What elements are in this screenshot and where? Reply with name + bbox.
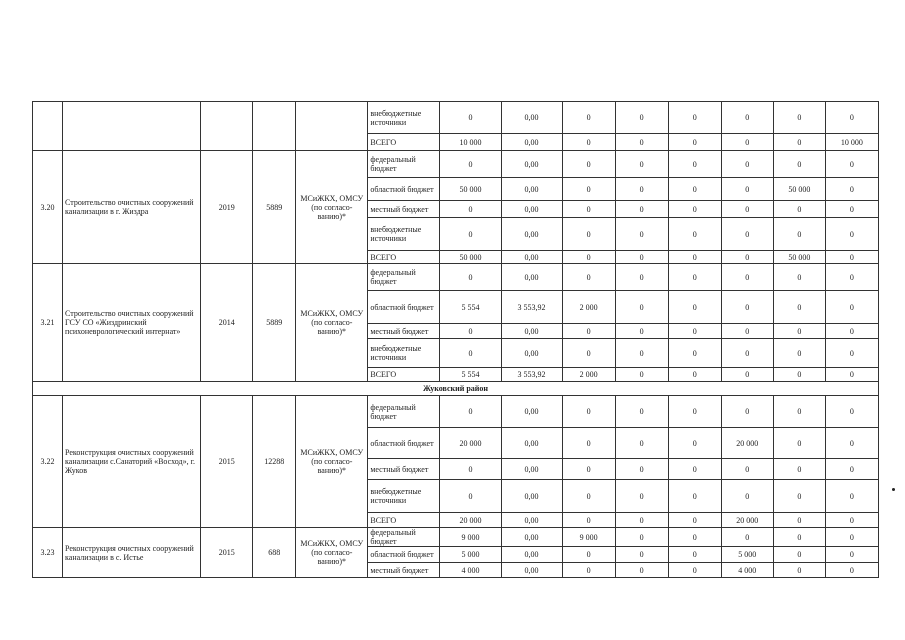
funding-value-cell: 0 xyxy=(562,563,615,578)
funding-value-cell: 2 000 xyxy=(562,291,615,324)
funding-value-cell: 0 xyxy=(562,251,615,264)
funding-value-cell: 0 xyxy=(615,102,668,134)
funding-value-cell: 5 554 xyxy=(440,291,501,324)
funding-value-cell: 0 xyxy=(562,459,615,480)
funding-value-cell: 0 xyxy=(668,178,721,201)
funding-value-cell: 0 xyxy=(615,396,668,428)
funding-value-cell: 0 xyxy=(825,563,878,578)
funding-value-cell: 0 xyxy=(615,428,668,459)
funding-value-cell: 0 xyxy=(615,368,668,382)
funding-value-cell: 0,00 xyxy=(501,396,562,428)
funding-value-cell: 0 xyxy=(773,339,825,368)
funding-value-cell: 0 xyxy=(721,201,773,218)
funding-value-cell: 0 xyxy=(825,459,878,480)
funding-value-cell: 0 xyxy=(562,178,615,201)
item-amount-cell: 12288 xyxy=(253,396,296,528)
funding-value-cell: 0 xyxy=(562,513,615,528)
funding-value-cell: 0 xyxy=(721,151,773,178)
item-name-cell: Строительство очистных сооружений ГСУ СО «Жиздринский психоневрологический интернат» xyxy=(63,264,201,382)
funding-value-cell: 0,00 xyxy=(501,102,562,134)
funding-value-cell: 0 xyxy=(668,324,721,339)
funding-value-cell: 0 xyxy=(668,528,721,547)
scan-dot xyxy=(892,488,895,491)
funding-value-cell: 0 xyxy=(825,480,878,513)
funding-value-cell: 0 xyxy=(721,528,773,547)
funding-row xyxy=(33,528,879,547)
funding-value-cell: 0 xyxy=(825,528,878,547)
funding-value-cell: 10 000 xyxy=(825,134,878,151)
item-year-cell xyxy=(201,102,253,151)
funding-value-cell: 0 xyxy=(773,291,825,324)
item-number-cell: 3.22 xyxy=(33,396,63,528)
funding-value-cell: 0 xyxy=(773,528,825,547)
funding-value-cell: 0 xyxy=(562,396,615,428)
funding-value-cell: 4 000 xyxy=(721,563,773,578)
item-executor-cell: МСиЖКХ, ОМСУ (по согласо-ванию)* xyxy=(296,528,368,578)
item-name-cell xyxy=(63,102,201,151)
funding-value-cell: 0 xyxy=(615,178,668,201)
item-number-cell: 3.21 xyxy=(33,264,63,382)
funding-value-cell: 0 xyxy=(773,396,825,428)
region-header-row xyxy=(33,382,879,396)
funding-value-cell: 0 xyxy=(773,547,825,563)
item-number-cell: 3.20 xyxy=(33,151,63,264)
funding-value-cell: 0 xyxy=(668,428,721,459)
funding-value-cell: 4 000 xyxy=(440,563,501,578)
funding-value-cell: 0,00 xyxy=(501,480,562,513)
funding-source-cell: внебюджетные источники xyxy=(368,480,440,513)
funding-value-cell: 2 000 xyxy=(562,368,615,382)
funding-value-cell: 0 xyxy=(773,201,825,218)
funding-value-cell: 10 000 xyxy=(440,134,501,151)
funding-value-cell: 0,00 xyxy=(501,134,562,151)
funding-value-cell: 0 xyxy=(668,264,721,291)
funding-value-cell: 0 xyxy=(440,324,501,339)
funding-value-cell: 9 000 xyxy=(562,528,615,547)
funding-source-cell: областной бюджет xyxy=(368,428,440,459)
funding-value-cell: 0 xyxy=(773,151,825,178)
funding-value-cell: 0 xyxy=(721,291,773,324)
item-name-cell: Строительство очистных сооружений канализации в г. Жиздра xyxy=(63,151,201,264)
funding-value-cell: 0 xyxy=(721,178,773,201)
funding-value-cell: 0 xyxy=(615,547,668,563)
funding-value-cell: 0 xyxy=(721,251,773,264)
item-year-cell: 2015 xyxy=(201,528,253,578)
funding-source-cell: ВСЕГО xyxy=(368,134,440,151)
item-year-cell: 2014 xyxy=(201,264,253,382)
funding-value-cell: 0 xyxy=(440,102,501,134)
funding-value-cell: 0 xyxy=(668,513,721,528)
funding-source-cell: местный бюджет xyxy=(368,563,440,578)
funding-value-cell: 0,00 xyxy=(501,218,562,251)
funding-value-cell: 0 xyxy=(440,218,501,251)
funding-value-cell: 0 xyxy=(825,251,878,264)
funding-value-cell: 0 xyxy=(721,396,773,428)
funding-value-cell: 0 xyxy=(773,459,825,480)
funding-source-cell: ВСЕГО xyxy=(368,368,440,382)
funding-value-cell: 0 xyxy=(440,339,501,368)
funding-value-cell: 0 xyxy=(773,264,825,291)
funding-value-cell: 0 xyxy=(825,178,878,201)
funding-value-cell: 0 xyxy=(668,151,721,178)
funding-value-cell: 0,00 xyxy=(501,528,562,547)
funding-source-cell: областной бюджет xyxy=(368,547,440,563)
funding-value-cell: 0 xyxy=(825,547,878,563)
funding-value-cell: 0 xyxy=(721,324,773,339)
funding-value-cell: 0 xyxy=(440,459,501,480)
funding-value-cell: 0 xyxy=(773,134,825,151)
funding-source-cell: внебюджетные источники xyxy=(368,102,440,134)
funding-value-cell: 0 xyxy=(825,513,878,528)
funding-value-cell: 20 000 xyxy=(440,513,501,528)
funding-value-cell: 0 xyxy=(668,201,721,218)
funding-value-cell: 0 xyxy=(668,251,721,264)
item-number-cell: 3.23 xyxy=(33,528,63,578)
funding-value-cell: 0,00 xyxy=(501,547,562,563)
funding-value-cell: 0 xyxy=(440,264,501,291)
funding-value-cell: 0 xyxy=(825,201,878,218)
funding-value-cell: 0 xyxy=(562,102,615,134)
item-amount-cell: 688 xyxy=(253,528,296,578)
funding-source-cell: местный бюджет xyxy=(368,201,440,218)
funding-value-cell: 0 xyxy=(773,563,825,578)
funding-value-cell: 0 xyxy=(668,339,721,368)
funding-source-cell: федеральный бюджет xyxy=(368,151,440,178)
funding-source-cell: внебюджетные источники xyxy=(368,339,440,368)
funding-value-cell: 0 xyxy=(562,134,615,151)
funding-value-cell: 5 000 xyxy=(440,547,501,563)
item-amount-cell: 5889 xyxy=(253,151,296,264)
funding-value-cell: 0 xyxy=(615,291,668,324)
funding-value-cell: 0 xyxy=(615,251,668,264)
funding-value-cell: 0 xyxy=(615,563,668,578)
funding-value-cell: 20 000 xyxy=(721,513,773,528)
funding-value-cell: 0,00 xyxy=(501,201,562,218)
funding-value-cell: 0 xyxy=(773,513,825,528)
program-table xyxy=(32,101,879,578)
funding-value-cell: 0 xyxy=(773,324,825,339)
funding-value-cell: 50 000 xyxy=(440,251,501,264)
funding-row xyxy=(33,264,879,291)
funding-value-cell: 0 xyxy=(825,368,878,382)
funding-value-cell: 0 xyxy=(615,201,668,218)
funding-value-cell: 0 xyxy=(825,218,878,251)
funding-value-cell: 0 xyxy=(562,151,615,178)
funding-value-cell: 0 xyxy=(668,480,721,513)
funding-value-cell: 3 553,92 xyxy=(501,368,562,382)
item-executor-cell: МСиЖКХ, ОМСУ (по согласо-ванию)* xyxy=(296,396,368,528)
item-year-cell: 2019 xyxy=(201,151,253,264)
funding-value-cell: 0,00 xyxy=(501,428,562,459)
funding-value-cell: 0 xyxy=(721,102,773,134)
funding-value-cell: 0 xyxy=(440,151,501,178)
funding-value-cell: 0 xyxy=(668,547,721,563)
funding-value-cell: 0 xyxy=(562,218,615,251)
funding-value-cell: 0 xyxy=(721,459,773,480)
funding-value-cell: 0 xyxy=(825,428,878,459)
funding-value-cell: 0 xyxy=(562,547,615,563)
funding-value-cell: 0 xyxy=(440,480,501,513)
funding-value-cell: 0 xyxy=(668,218,721,251)
funding-value-cell: 0 xyxy=(721,218,773,251)
funding-value-cell: 0 xyxy=(825,396,878,428)
region-title: Жуковский район xyxy=(33,382,879,396)
funding-source-cell: местный бюджет xyxy=(368,324,440,339)
funding-value-cell: 0 xyxy=(562,324,615,339)
funding-value-cell: 0 xyxy=(562,201,615,218)
funding-value-cell: 20 000 xyxy=(721,428,773,459)
funding-value-cell: 0 xyxy=(562,480,615,513)
funding-value-cell: 0 xyxy=(615,480,668,513)
funding-value-cell: 0 xyxy=(721,339,773,368)
funding-source-cell: внебюджетные источники xyxy=(368,218,440,251)
item-number-cell xyxy=(33,102,63,151)
funding-value-cell: 0 xyxy=(615,459,668,480)
funding-value-cell: 0 xyxy=(615,339,668,368)
item-amount-cell xyxy=(253,102,296,151)
funding-source-cell: федеральный бюджет xyxy=(368,528,440,547)
funding-value-cell: 5 000 xyxy=(721,547,773,563)
funding-value-cell: 0 xyxy=(825,291,878,324)
funding-source-cell: федеральный бюджет xyxy=(368,396,440,428)
funding-value-cell: 3 553,92 xyxy=(501,291,562,324)
funding-value-cell: 0 xyxy=(825,324,878,339)
table-body xyxy=(33,102,879,578)
funding-value-cell: 0 xyxy=(773,428,825,459)
funding-value-cell: 20 000 xyxy=(440,428,501,459)
funding-value-cell: 0 xyxy=(440,396,501,428)
funding-source-cell: ВСЕГО xyxy=(368,513,440,528)
funding-value-cell: 0 xyxy=(773,480,825,513)
funding-value-cell: 0 xyxy=(615,324,668,339)
funding-value-cell: 0 xyxy=(773,218,825,251)
item-executor-cell: МСиЖКХ, ОМСУ (по согласо-ванию)* xyxy=(296,151,368,264)
funding-value-cell: 50 000 xyxy=(773,178,825,201)
funding-source-cell: областной бюджет xyxy=(368,178,440,201)
funding-value-cell: 0 xyxy=(562,428,615,459)
funding-value-cell: 50 000 xyxy=(440,178,501,201)
funding-value-cell: 0 xyxy=(615,151,668,178)
item-executor-cell: МСиЖКХ, ОМСУ (по согласо-ванию)* xyxy=(296,264,368,382)
funding-source-cell: ВСЕГО xyxy=(368,251,440,264)
funding-value-cell: 0 xyxy=(615,218,668,251)
funding-value-cell: 0,00 xyxy=(501,324,562,339)
funding-value-cell: 0 xyxy=(615,264,668,291)
funding-value-cell: 0,00 xyxy=(501,459,562,480)
funding-value-cell: 0 xyxy=(440,201,501,218)
funding-value-cell: 9 000 xyxy=(440,528,501,547)
funding-value-cell: 0 xyxy=(825,339,878,368)
funding-value-cell: 0 xyxy=(668,396,721,428)
funding-value-cell: 0 xyxy=(615,528,668,547)
funding-value-cell: 0 xyxy=(721,480,773,513)
funding-value-cell: 0 xyxy=(615,134,668,151)
funding-value-cell: 0 xyxy=(668,368,721,382)
funding-value-cell: 0,00 xyxy=(501,151,562,178)
funding-value-cell: 0 xyxy=(721,264,773,291)
funding-value-cell: 0 xyxy=(721,134,773,151)
funding-row xyxy=(33,102,879,134)
funding-value-cell: 0,00 xyxy=(501,264,562,291)
funding-value-cell: 0 xyxy=(825,151,878,178)
item-year-cell: 2015 xyxy=(201,396,253,528)
funding-value-cell: 0,00 xyxy=(501,339,562,368)
funding-value-cell: 0 xyxy=(562,339,615,368)
funding-row xyxy=(33,396,879,428)
funding-value-cell: 0 xyxy=(668,459,721,480)
funding-source-cell: федеральный бюджет xyxy=(368,264,440,291)
funding-value-cell: 0 xyxy=(773,368,825,382)
item-name-cell: Реконструкция очистных сооружений канализации в с. Истье xyxy=(63,528,201,578)
funding-value-cell: 0 xyxy=(668,102,721,134)
funding-value-cell: 0,00 xyxy=(501,251,562,264)
funding-value-cell: 0 xyxy=(773,102,825,134)
funding-value-cell: 0 xyxy=(825,102,878,134)
item-executor-cell xyxy=(296,102,368,151)
funding-value-cell: 5 554 xyxy=(440,368,501,382)
funding-value-cell: 0 xyxy=(615,513,668,528)
funding-value-cell: 0 xyxy=(721,368,773,382)
funding-value-cell: 0,00 xyxy=(501,513,562,528)
funding-value-cell: 0 xyxy=(668,291,721,324)
funding-value-cell: 0,00 xyxy=(501,563,562,578)
funding-value-cell: 0 xyxy=(562,264,615,291)
item-amount-cell: 5889 xyxy=(253,264,296,382)
funding-value-cell: 0 xyxy=(668,563,721,578)
funding-row xyxy=(33,151,879,178)
item-name-cell: Реконструкция очистных сооружений канализации с.Санаторий «Восход», г. Жуков xyxy=(63,396,201,528)
funding-value-cell: 0 xyxy=(825,264,878,291)
funding-source-cell: местный бюджет xyxy=(368,459,440,480)
funding-value-cell: 0 xyxy=(668,134,721,151)
funding-value-cell: 50 000 xyxy=(773,251,825,264)
funding-value-cell: 0,00 xyxy=(501,178,562,201)
funding-source-cell: областной бюджет xyxy=(368,291,440,324)
